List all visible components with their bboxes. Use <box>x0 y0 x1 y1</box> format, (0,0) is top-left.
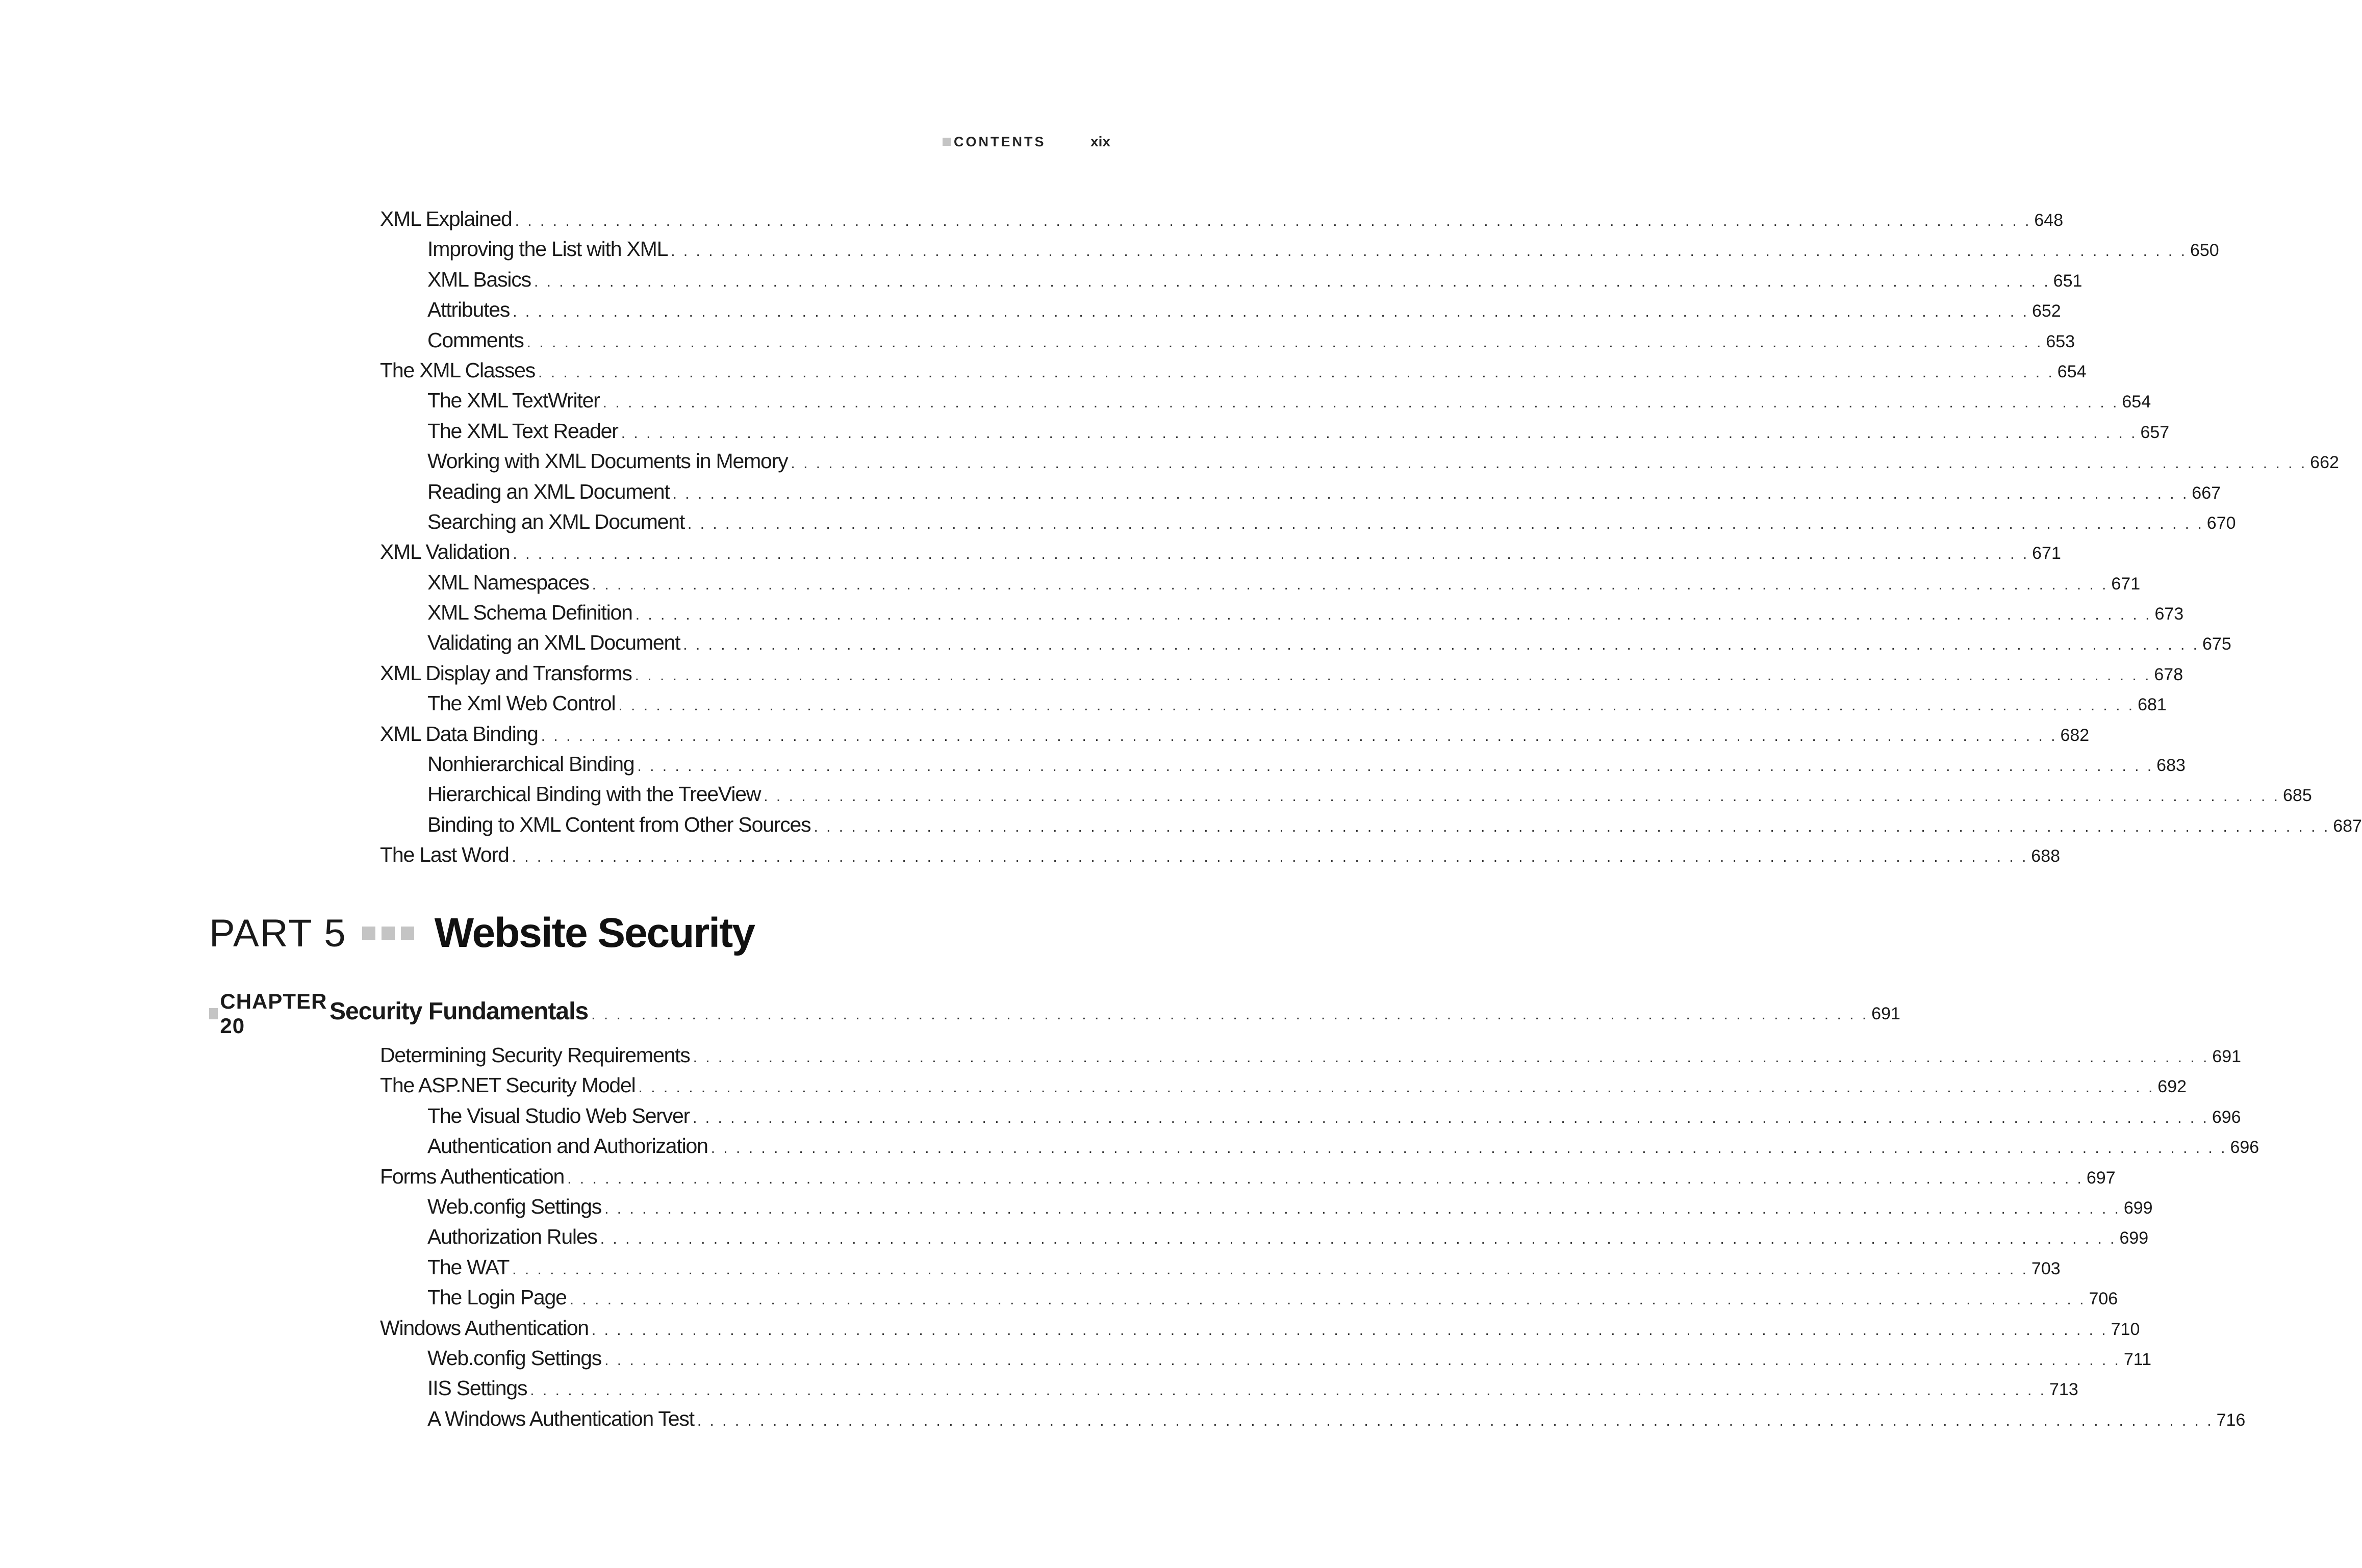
toc-entry-title: XML Schema Definition <box>427 601 632 625</box>
dot-leader <box>534 267 2050 297</box>
toc-entry[interactable] <box>380 749 2186 779</box>
toc-entry-page: 696 <box>2230 1138 2259 1158</box>
toc-entry-title: The WAT <box>427 1255 510 1279</box>
toc-entry[interactable] <box>380 658 2183 688</box>
toc-entry-page: 696 <box>2212 1107 2241 1127</box>
dot-leader <box>592 1315 2108 1345</box>
toc-entry-page: 692 <box>2157 1077 2187 1097</box>
toc-entry-title: Windows Authentication <box>380 1316 589 1340</box>
toc-entry-title: The Visual Studio Web Server <box>427 1103 690 1127</box>
dot-leader <box>603 388 2119 418</box>
dot-leader <box>527 327 2043 357</box>
toc-entry[interactable] <box>380 1222 2149 1252</box>
dot-leader <box>671 236 2187 266</box>
toc-entry[interactable] <box>380 477 2221 507</box>
toc-entry-page: 652 <box>2031 301 2061 321</box>
toc-entry-page: 673 <box>2154 604 2184 624</box>
toc-entry[interactable] <box>380 204 2064 234</box>
toc-entry[interactable] <box>380 295 2061 325</box>
toc-entry[interactable] <box>380 628 2231 658</box>
toc-entry-page: 651 <box>2053 271 2082 291</box>
toc-entry-title: IIS Settings <box>427 1376 527 1400</box>
toc-entry-page: 703 <box>2031 1258 2061 1278</box>
toc-entry-page: 678 <box>2154 664 2183 684</box>
toc-entry-title: The XML Text Reader <box>427 419 618 443</box>
toc-entry[interactable] <box>380 446 2339 476</box>
running-header <box>943 134 1046 150</box>
toc-entry-page: 691 <box>2212 1047 2242 1066</box>
toc-entry-page: 699 <box>2119 1228 2149 1248</box>
toc-entry[interactable] <box>380 1373 2078 1403</box>
toc-entry[interactable] <box>380 598 2184 628</box>
toc-entry-page: 654 <box>2122 392 2151 412</box>
toc-entry-page: 654 <box>2057 362 2087 381</box>
toc-entry[interactable] <box>380 1070 2187 1100</box>
toc-entry-title: Searching an XML Document <box>427 509 685 533</box>
toc-entry[interactable] <box>380 1040 2242 1070</box>
toc-entry-page: 683 <box>2156 756 2186 776</box>
toc-entry-title: Reading an XML Document <box>427 479 670 503</box>
toc-entry-page: 716 <box>2216 1410 2246 1430</box>
toc-entry-title: The Login Page <box>427 1286 567 1309</box>
chapter-label: CHAPTER 20 <box>220 989 327 1038</box>
toc-entry[interactable] <box>380 1313 2140 1343</box>
dot-leader <box>683 630 2199 660</box>
toc-entry-page: 711 <box>2123 1349 2152 1369</box>
chapter-tag <box>209 989 329 1038</box>
toc-entry-title: Attributes <box>427 298 510 322</box>
toc-entry-title: XML Explained <box>380 207 512 230</box>
dot-leader <box>673 479 2189 509</box>
part-title: Website Security <box>434 910 754 956</box>
toc-entry-title: XML Data Binding <box>380 722 538 746</box>
dot-leader <box>592 570 2109 600</box>
toc-entry[interactable] <box>380 1131 2259 1161</box>
toc-entry-page: 699 <box>2123 1198 2153 1218</box>
chapter-title: Security Fundamentals <box>329 998 589 1025</box>
toc-entry-title: XML Namespaces <box>427 570 589 594</box>
dot-leader <box>567 1164 2084 1194</box>
dot-leader <box>604 1345 2121 1375</box>
toc-entry-title: The Last Word <box>380 843 509 867</box>
toc-entry-page: 688 <box>2031 846 2061 866</box>
toc-entry[interactable] <box>380 1192 2153 1222</box>
dot-leader <box>791 448 2307 478</box>
toc-entry[interactable] <box>380 355 2087 385</box>
toc-entry-title: XML Validation <box>380 540 510 564</box>
toc-entry-page: 667 <box>2192 483 2221 503</box>
dot-leader <box>530 1375 2046 1405</box>
dot-leader <box>538 357 2054 388</box>
toc-entry-title: Determining Security Requirements <box>380 1043 690 1067</box>
toc-entry-page: 710 <box>2111 1319 2140 1339</box>
toc-entry[interactable] <box>380 810 2362 840</box>
toc-entry-title: Validating an XML Document <box>427 631 680 655</box>
dot-leader <box>635 660 2151 690</box>
dot-leader <box>513 297 2029 327</box>
dot-leader <box>814 812 2330 842</box>
square-bullet-icon <box>943 138 951 146</box>
part-separator <box>362 927 420 940</box>
toc-entry-title: Comments <box>427 328 524 352</box>
toc-entry-title: Web.config Settings <box>427 1194 602 1218</box>
toc-entry-page: 675 <box>2202 634 2231 654</box>
toc-entry[interactable] <box>380 507 2236 537</box>
dot-leader <box>600 1224 2117 1254</box>
part-heading <box>209 908 754 959</box>
dot-leader <box>697 1406 2214 1436</box>
toc-entry[interactable] <box>380 1282 2118 1313</box>
toc-entry[interactable] <box>380 1101 2241 1131</box>
toc-entry-title: Forms Authentication <box>380 1164 565 1188</box>
toc-entry[interactable] <box>380 1343 2152 1373</box>
chapter-page: 691 <box>1871 1004 1900 1023</box>
toc-entry-title: The XML Classes <box>380 358 536 382</box>
toc-entry-title: XML Basics <box>427 267 531 291</box>
toc-entry-title: Web.config Settings <box>427 1346 602 1370</box>
toc-entry[interactable] <box>380 779 2312 809</box>
toc-entry-page: 682 <box>2060 725 2090 745</box>
toc-entry-page: 671 <box>2111 574 2141 594</box>
toc-list-top <box>380 204 2362 870</box>
dot-leader <box>688 509 2204 539</box>
toc-entry[interactable] <box>380 688 2167 718</box>
toc-entry-page: 706 <box>2089 1289 2118 1309</box>
toc-entry[interactable] <box>380 325 2075 355</box>
dot-leader <box>636 600 2152 630</box>
chapter-entry[interactable] <box>329 997 1900 1025</box>
dot-leader <box>618 690 2135 721</box>
toc-entry-page: 685 <box>2283 786 2312 806</box>
toc-entry-title: The XML TextWriter <box>427 389 600 413</box>
dot-leader <box>591 1006 1868 1023</box>
square-bullet-icon <box>209 1008 218 1019</box>
toc-entry-page: 653 <box>2046 331 2075 351</box>
dot-leader <box>513 539 2029 569</box>
toc-entry[interactable] <box>380 1252 2061 1282</box>
toc-entry-title: Binding to XML Content from Other Sources <box>427 812 811 836</box>
toc-entry[interactable] <box>380 1404 2246 1434</box>
toc-entry-title: The Xml Web Control <box>427 691 616 715</box>
toc-list-bottom <box>380 1040 2259 1434</box>
dot-leader <box>512 842 2028 872</box>
chapter-heading[interactable] <box>209 989 1900 1038</box>
toc-entry[interactable] <box>380 840 2061 870</box>
dot-leader <box>512 1254 2028 1284</box>
dot-leader <box>515 206 2031 236</box>
toc-entry-page: 648 <box>2034 211 2064 230</box>
toc-entry[interactable] <box>380 265 2082 295</box>
toc-entry-title: The ASP.NET Security Model <box>380 1073 636 1097</box>
toc-entry[interactable] <box>380 537 2061 567</box>
toc-entry-page: 681 <box>2138 695 2167 715</box>
toc-entry-page: 687 <box>2333 816 2362 836</box>
toc-entry[interactable] <box>380 234 2219 264</box>
square-bullet-icon <box>401 927 414 940</box>
section-label: CONTENTS <box>954 134 1046 149</box>
toc-entry-title: A Windows Authentication Test <box>427 1406 694 1430</box>
dot-leader <box>693 1042 2209 1072</box>
toc-entry-title: Authentication and Authorization <box>427 1134 708 1158</box>
toc-entry[interactable] <box>380 416 2170 446</box>
dot-leader <box>621 418 2138 448</box>
square-bullet-icon <box>362 927 375 940</box>
toc-entry-page: 662 <box>2310 453 2339 473</box>
toc-entry-title: Authorization Rules <box>427 1225 597 1249</box>
toc-entry-page: 657 <box>2140 422 2170 442</box>
toc-entry-page: 670 <box>2206 513 2236 533</box>
dot-leader <box>693 1103 2209 1133</box>
dot-leader <box>570 1284 2086 1315</box>
part-label: PART 5 <box>209 911 347 955</box>
dot-leader <box>637 751 2153 781</box>
toc-entry-title: Hierarchical Binding with the TreeView <box>427 782 761 806</box>
dot-leader <box>604 1194 2121 1224</box>
toc-entry-title: Working with XML Documents in Memory <box>427 449 788 473</box>
toc-entry-page: 713 <box>2049 1380 2078 1400</box>
toc-entry-title: Improving the List with XML <box>427 237 668 261</box>
dot-leader <box>764 781 2280 811</box>
toc-entry[interactable] <box>380 719 2090 749</box>
dot-leader <box>639 1072 2155 1102</box>
toc-entry[interactable] <box>380 1162 2116 1192</box>
toc-entry-title: XML Display and Transforms <box>380 661 632 685</box>
toc-entry[interactable] <box>380 568 2141 598</box>
square-bullet-icon <box>382 927 395 940</box>
toc-entry-title: Nonhierarchical Binding <box>427 752 634 776</box>
dot-leader <box>541 721 2058 751</box>
page-number: xix <box>1090 134 1110 149</box>
dot-leader <box>711 1133 2227 1163</box>
toc-entry-page: 650 <box>2190 241 2219 261</box>
toc-entry-page: 671 <box>2032 544 2061 563</box>
toc-entry-page: 697 <box>2086 1168 2116 1188</box>
toc-entry[interactable] <box>380 385 2151 416</box>
